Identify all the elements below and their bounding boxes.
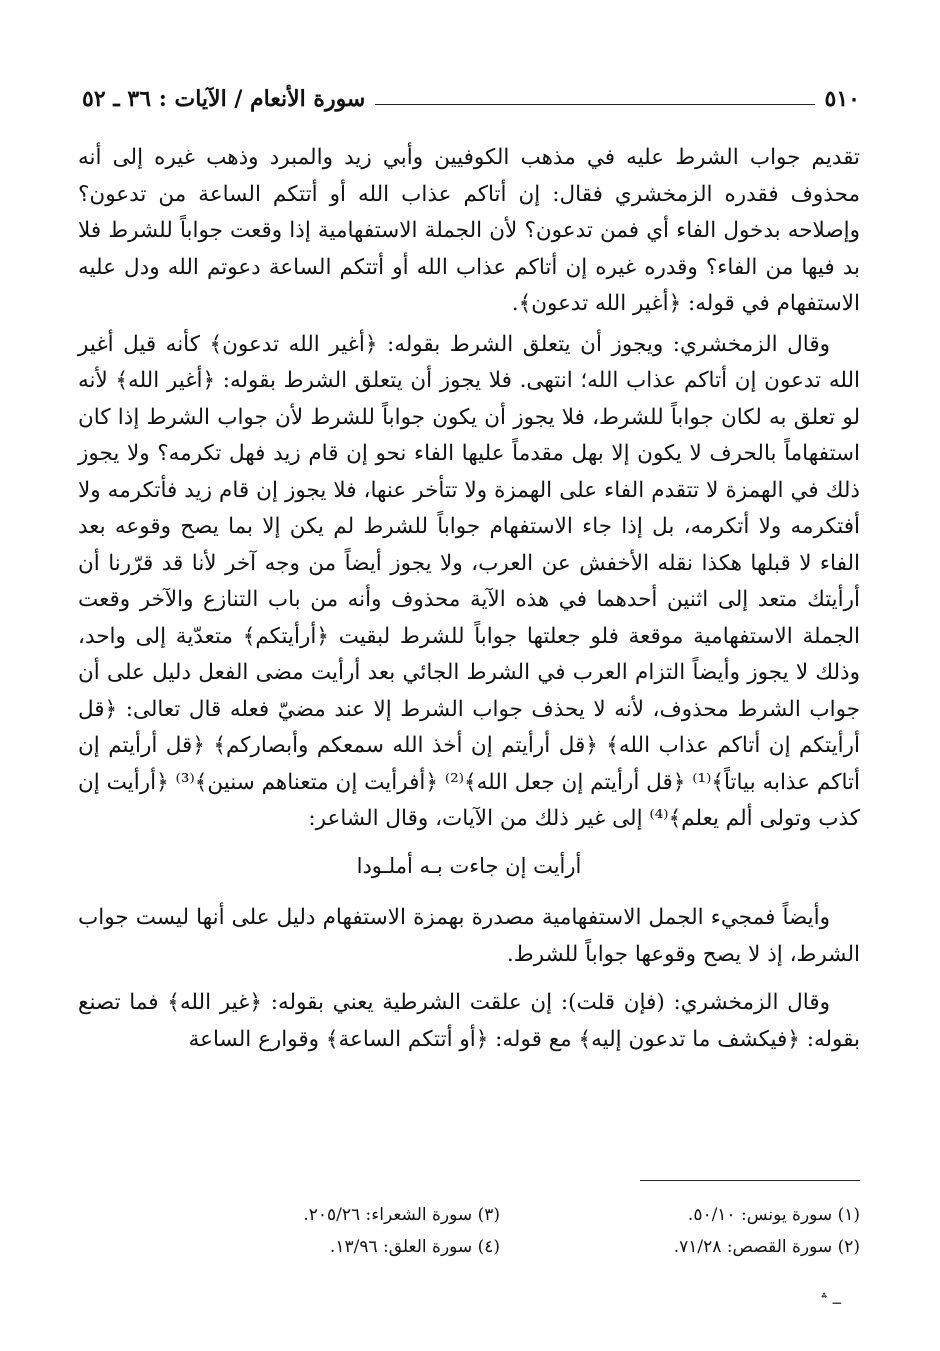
poetry-verse: أرأيت إن جاءت بـه أملـودا (356, 853, 582, 878)
main-text (78, 140, 860, 1058)
header-rule (375, 104, 814, 105)
paragraph-1: تقديم جواب الشرط عليه في مذهب الكوفيين وأبي زيد والمبرد وذهب غيره إلى أنه محذوف فقدره الزمخشري فقال: إن أتاكم عذاب الله أو أتتكم الساعة من تدعون؟ وإصلاحه بدخول الفاء أي فمن تدعون؟ لأن الجملة الاستفهامية إذا وقعت جواباً للشرط فلا بد فيها من الفاء؟ وقدره غيره إن أتاكم عذاب الله أو أتتكم الساعة دعوتم الله ودل عليه الاستفهام في قوله: ﴿أغير الله تدعون﴾. (78, 145, 860, 316)
paragraph-3: وأيضاً فمجيء الجمل الاستفهامية مصدرة بهمزة الاستفهام دليل على أنها ليست جواب الشرط، إذ لا يصح وقوعها جواباً للشرط. (78, 905, 860, 967)
running-title: سورة الأنعام / الآيات : ٣٦ ـ ٥٢ (82, 86, 366, 112)
paragraph-2: وقال الزمخشري: ويجوز أن يتعلق الشرط بقوله: ﴿أغير الله تدعون﴾ كأنه قيل أغير الله تدعون إن أتاكم عذاب الله؛ انتهى. فلا يجوز أن يتعلق الشرط بقوله: ﴿أغير الله﴾ لأنه لو تعلق به لكان جواباً للشرط، فلا يجوز أن يكون جواباً للشرط لأن جواب الشرط إذا كان استفهاماً بالحرف لا يكون إلا بهل مقدماً عليها الفاء نحو إن قام زيد فهل تكرمه؟ ولا يجوز ذلك في الهمزة لا تتقدم الفاء على الهمزة ولا تتأخر عنها، فلا يجوز إن قام زيد فأتكرمه ولا أفتكرمه ولا أتكرمه، بل إذا جاء الاستفهام جواباً للشرط لم يكن إلا بما يصح وقوعه بعد الفاء لا قبلها هكذا نقله الأخفش عن العرب، ولا يجوز أيضاً من وجه آخر لأنا قد قرّرنا أن أرأيتك متعد إلى اثنين أحدهما في هذه الآية محذوف وأنه من باب التنازع والآخر وقعت الجملة الاستفهامية موقعة فلو جعلتها جواباً للشرط لبقيت ﴿أرأيتكم﴾ متعدّية إلى واحد، وذلك لا يجوز وأيضاً التزام العرب في الشرط الجائي بعد أرأيت مضى الفعل دليل على أن جواب الشرط محذوف، لأنه لا يحذف جواب الشرط إلا عند مضيّ فعله قال تعالى: ﴿قل أرأيتكم إن أتاكم عذاب الله﴾ ﴿قل أرأيتم إن أخذ الله سمعكم وأبصاركم﴾ ﴿قل أرأيتم إن أتاكم عذابه بياتاً﴾⁽¹⁾ ﴿قل أرأيتم إن جعل الله﴾⁽²⁾ ﴿أفرأيت إن متعناهم سنين﴾⁽³⁾ ﴿أرأيت إن كذب وتولى ألم يعلم﴾⁽⁴⁾ إلى غير ذلك من الآيات، وقال الشاعر: (78, 331, 860, 831)
footnote-4: (٤) سورة العلق: ١٣/٩٦. (329, 1237, 500, 1257)
footnotes (180, 1200, 860, 1262)
footnote-rule (640, 1180, 860, 1181)
page-number: ٥١٠ (824, 86, 860, 112)
page-header (82, 82, 860, 116)
paragraph-4: وقال الزمخشري: (فإن قلت): إن علقت الشرطية يعني بقوله: ﴿غير الله﴾ فما تصنع بقوله: ﴿فيكشف ما تدعون إليه﴾ مع قوله: ﴿أو أتتكم الساعة﴾ وقوارع الساعة (78, 990, 860, 1052)
footnote-3: (٣) سورة الشعراء: ٢٠٥/٢٦. (303, 1205, 500, 1225)
footnote-2: (٢) سورة القصص: ٧١/٢٨. (673, 1237, 860, 1257)
bottom-mark: ـ ؞ (820, 1292, 841, 1308)
footnote-1: (١) سورة يونس: ٥٠/١٠. (687, 1205, 860, 1225)
